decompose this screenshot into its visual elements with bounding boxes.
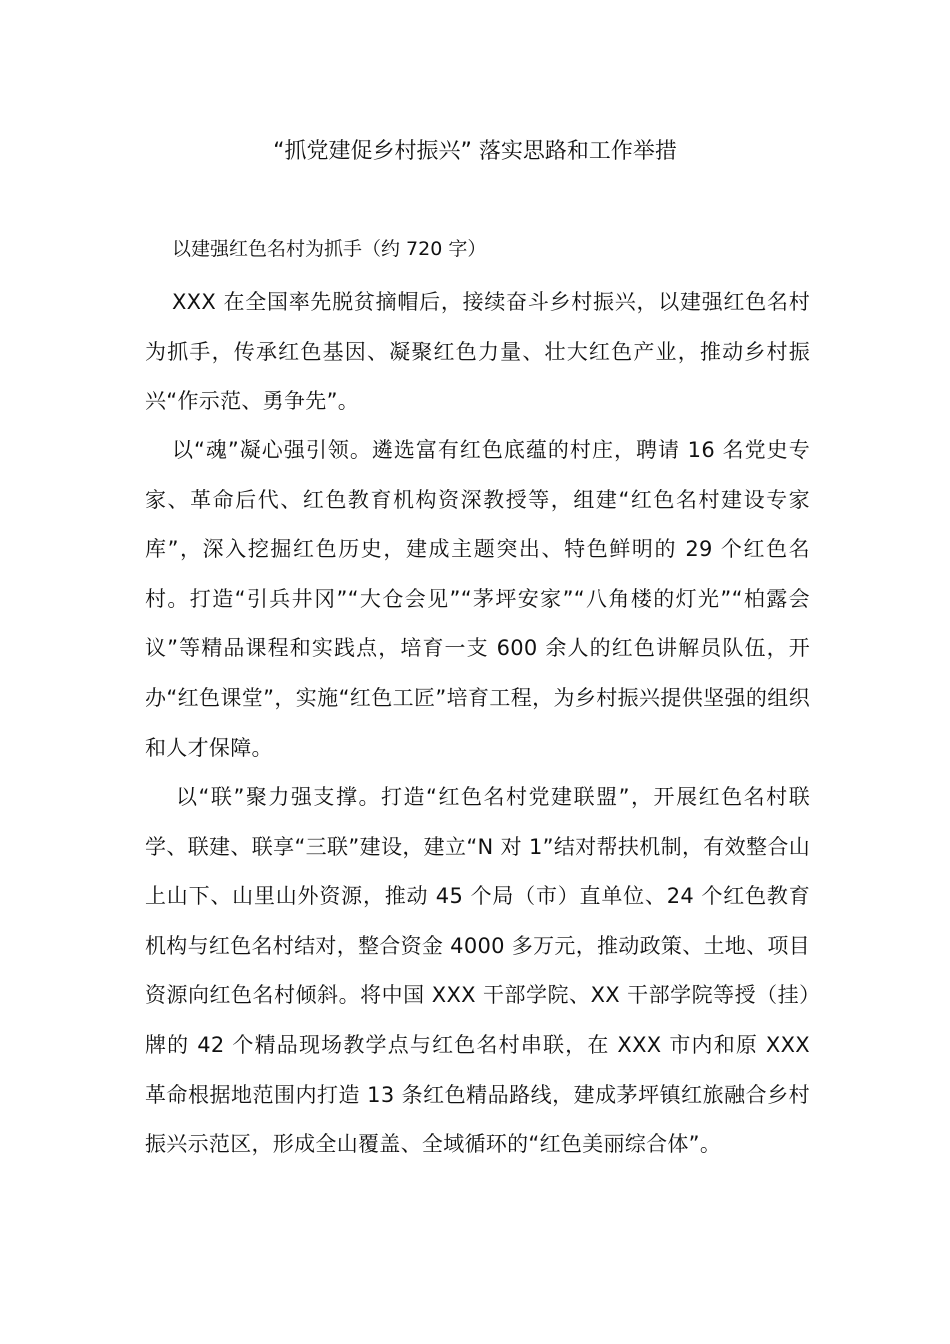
document-title: “抓党建促乡村振兴” 落实思路和工作举措	[273, 139, 677, 164]
paragraph-intro: XXX 在全国率先脱贫摘帽后，接续奋斗乡村振兴，以建强红色名村为抓手，传承红色基因、凝聚红色力量、壮大红色产业，推动乡村振兴“作示范、勇争先”。	[145, 290, 810, 414]
paragraph-soul: 以“魂”凝心强引领。遴选富有红色底蕴的村庄，聘请 16 名党史专家、革命后代、红色教育机构资深教授等，组建“红色名村建设专家库”，深入挖掘红色历史，建成主题突出、特色鲜明的 29 个红色名村。打造“引兵井冈”“大仓会见”“茅坪安家”“八角楼的灯光”“柏露会议”等精品课程和实践点，培育一支 600 余人的红色讲解员队伍，开办“红色课堂”，实施“红色工匠”培育工程，为乡村振兴提供坚强的组织和人才保障。	[145, 438, 810, 760]
paragraph-alliance: 以“联”聚力强支撑。打造“红色名村党建联盟”，开展红色名村联学、联建、联享“三联”建设，建立“N 对 1”结对帮扶机制，有效整合山上山下、山里山外资源，推动 45 个局（市）直单位、24 个红色教育机构与红色名村结对，整合资金 4000 多万元，推动政策、土地、项目资源向红色名村倾斜。将中国 XXX 干部学院、XX 干部学院等授（挂）牌的 42 个精品现场教学点与红色名村串联，在 XXX 市内和原 XXX 革命根据地范围内打造 13 条红色精品路线，建成茅坪镇红旅融合乡村振兴示范区，形成全山覆盖、全域循环的“红色美丽综合体”。	[145, 785, 810, 1157]
document-subtitle: 以建强红色名村为抓手（约 720 字）	[172, 238, 487, 260]
